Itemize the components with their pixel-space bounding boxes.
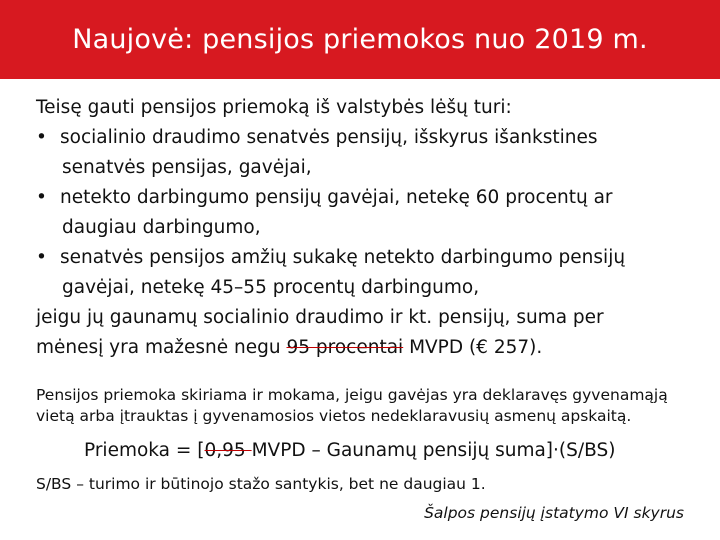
bullet-text: senatvės pensijos amžių sukakę netekto darbingumo pensijų	[60, 247, 626, 268]
bullet-text: socialinio draudimo senatvės pensijų, išskyrus išankstines	[60, 127, 598, 148]
main-content	[36, 93, 696, 363]
bullet-item	[36, 123, 696, 183]
ratio-note: S/BS – turimo ir būtinojo stažo santykis, bet ne daugiau 1.	[36, 475, 486, 493]
formula	[84, 440, 615, 461]
formula-before: Priemoka = [	[84, 440, 205, 461]
bullet-item	[36, 183, 696, 243]
bullet-marker: •	[36, 187, 47, 208]
note-line: Pensijos priemoka skiriama ir mokama, jeigu gavėjas yra deklaravęs gyvenamąją	[36, 386, 668, 404]
bullet-text: netekto darbingumo pensijų gavėjai, netekę 60 procentų ar	[60, 187, 613, 208]
struck-percentage: 95 procentai	[286, 337, 404, 358]
bullet-marker: •	[36, 247, 47, 268]
condition-text-cont	[36, 333, 696, 363]
bullet-marker: •	[36, 127, 47, 148]
bullet-item	[36, 243, 696, 303]
slide-title: Naujovė: pensijos priemokos nuo 2019 m.	[72, 24, 648, 55]
source-citation: Šalpos pensijų įstatymo VI skyrus	[424, 504, 684, 522]
struck-coefficient: 0,95	[204, 440, 252, 461]
intro-text: Teisę gauti pensijos priemoką iš valstybės lėšų turi:	[36, 97, 512, 118]
title-bar	[0, 0, 720, 79]
bullet-text-cont: daugiau darbingumo,	[62, 217, 261, 238]
formula-after: MVPD – Gaunamų pensijų suma]·(S/BS)	[251, 440, 616, 461]
condition-text-before: mėnesį yra mažesnė negu	[36, 337, 287, 358]
bullet-text-cont: gavėjai, netekę 45–55 procentų darbingumo,	[62, 277, 480, 298]
condition-text-after: MVPD (€ 257).	[403, 337, 543, 358]
bullet-text-cont: senatvės pensijas, gavėjai,	[62, 157, 312, 178]
condition-text: jeigu jų gaunamų socialinio draudimo ir kt. pensijų, suma per	[36, 307, 604, 328]
eligibility-note	[36, 385, 696, 427]
note-line: vietą arba įtrauktas į gyvenamosios vietos nedeklaravusių asmenų apskaitą.	[36, 407, 632, 425]
